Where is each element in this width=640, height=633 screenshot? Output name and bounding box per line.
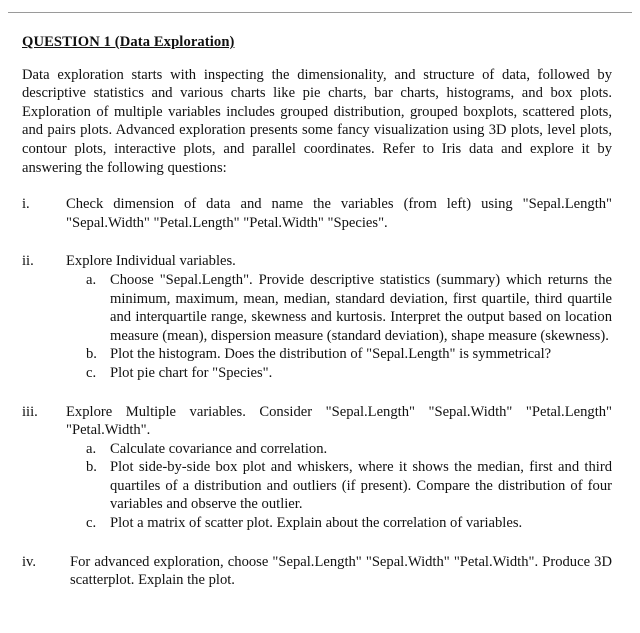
question-text: Check dimension of data and name the variables (from left) using "Sepal.Length" "Sepal.Width" "Petal.Length" "Petal.Width" "Species". (66, 196, 612, 231)
sub-question-letter: a. (86, 271, 97, 288)
sub-question-letter: a. (86, 440, 97, 457)
sub-question-letter: c. (86, 364, 97, 381)
question-heading: QUESTION 1 (Data Exploration) (22, 34, 235, 50)
sub-question-a (86, 440, 612, 459)
question-content (66, 252, 612, 382)
top-divider-line (8, 12, 632, 13)
question-number: iv. (22, 553, 37, 570)
question-number: ii. (22, 253, 34, 270)
document-page (22, 33, 612, 590)
sub-question-letter: b. (86, 459, 97, 476)
question-number: iii. (22, 403, 38, 420)
question-iii (22, 403, 612, 533)
sub-question-text: Plot the histogram. Does the distribution of "Sepal.Length" is symmetrical? (110, 346, 552, 363)
sub-question-text: Calculate covariance and correlation. (110, 440, 328, 457)
sub-question-c (86, 364, 612, 383)
question-text: Explore Multiple variables. Consider "Sepal.Length" "Sepal.Width" "Petal.Length" "Petal.Width". (66, 403, 612, 439)
sub-question-text: Choose "Sepal.Length". Provide descriptive statistics (summary) which returns the minimum, maximum, mean, median, standard deviation, first quartile, third quartile and interquartile range, skewness and kurtosis. Interpret the output based on location measure (mean), dispersion measure (standard deviation), shape measure (skewness). (110, 271, 612, 344)
sub-question-text: Plot a matrix of scatter plot. Explain about the correlation of variables. (110, 515, 523, 532)
sub-question-b (86, 458, 612, 514)
sub-question-letter: b. (86, 346, 97, 363)
intro-paragraph: Data exploration starts with inspecting the dimensionality, and structure of data, followed by descriptive statistics and various charts like pie charts, bar charts, histograms, and box plots. Exploration of multiple variables includes grouped distribution, grouped boxplots, scattered plots, and pairs plots. Advanced exploration presents some fancy visualization using 3D plots, level plots, contour plots, interactive plots, and parallel coordinates. Refer to Iris data and explore it by answering the following questions: (22, 66, 612, 176)
sub-question-a (86, 271, 612, 345)
question-i (22, 195, 612, 232)
question-ii (22, 252, 612, 382)
sub-question-b (86, 345, 612, 364)
question-content (66, 403, 612, 533)
sub-question-c (86, 514, 612, 533)
question-number: i. (22, 196, 30, 213)
question-text: For advanced exploration, choose "Sepal.Length" "Sepal.Width" "Petal.Width". Produce 3D scatterplot. Explain the plot. (70, 553, 612, 589)
question-iv (22, 553, 612, 590)
sub-question-text: Plot side-by-side box plot and whiskers, where it shows the median, first and third quartiles of a distribution and outliers (if present). Compare the distribution of four variables and observe the outlier. (110, 459, 612, 513)
question-text: Explore Individual variables. (66, 253, 236, 270)
sub-question-letter: c. (86, 515, 97, 532)
sub-question-text: Plot pie chart for "Species". (110, 364, 273, 381)
